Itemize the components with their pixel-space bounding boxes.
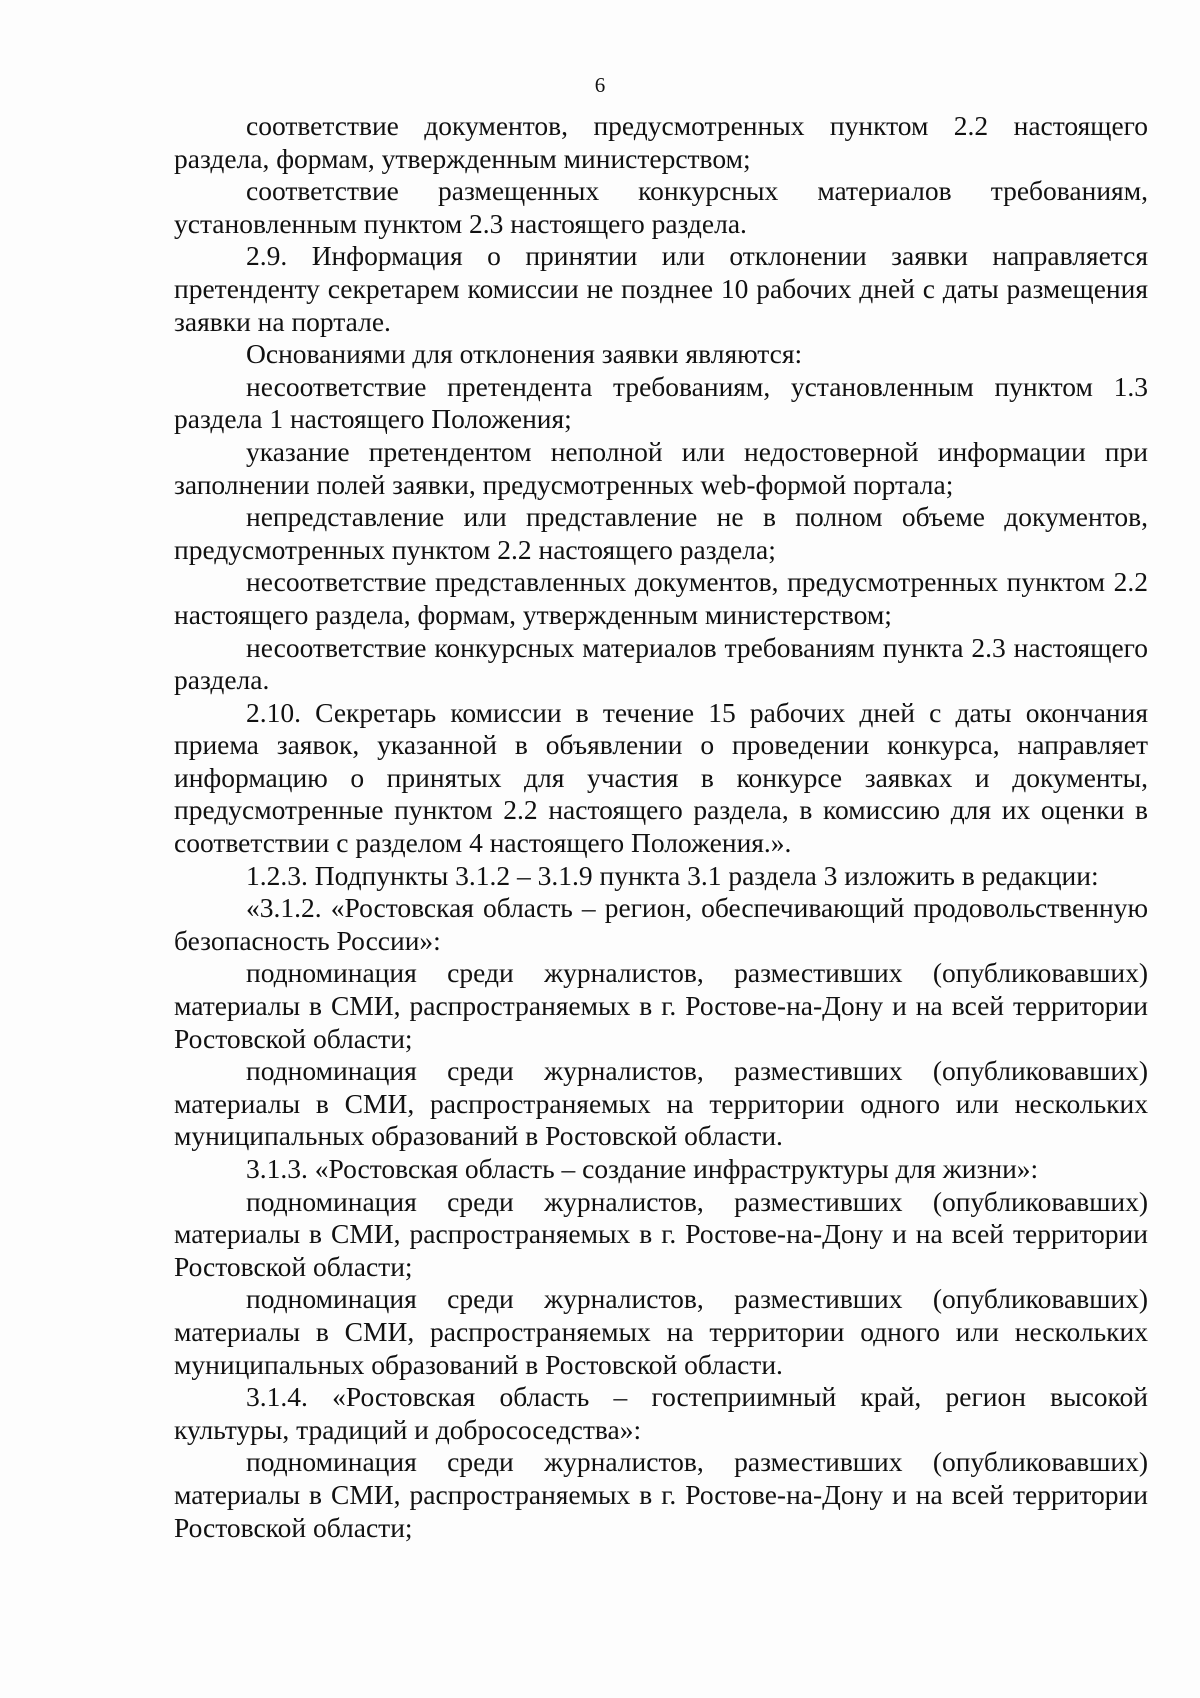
paragraph: подноминация среди журналистов, разместивших (опубликовавших) материалы в СМИ, распространяемых в г. Ростове-на-Дону и на всей территории Ростовской области;	[174, 1185, 1148, 1282]
paragraph: соответствие размещенных конкурсных материалов требованиям, установленным пунктом 2.3 настоящего раздела.	[174, 175, 1148, 239]
paragraph: 3.1.4. «Ростовская область – гостеприимный край, регион высокой культуры, традиций и добрососедства»:	[174, 1381, 1148, 1445]
paragraph: 3.1.3. «Ростовская область – создание инфраструктуры для жизни»:	[246, 1153, 1039, 1184]
paragraph: несоответствие представленных документов, предусмотренных пунктом 2.2 настоящего раздела, формам, утвержденным министерством;	[174, 566, 1148, 630]
paragraph: «3.1.2. «Ростовская область – регион, обеспечивающий продовольственную безопасность России»:	[174, 892, 1148, 956]
paragraph: подноминация среди журналистов, разместивших (опубликовавших) материалы в СМИ, распространяемых на территории одного или нескольких муниципальных образований в Ростовской области.	[174, 1055, 1148, 1152]
page-number: 6	[594, 73, 606, 97]
paragraph: указание претендентом неполной или недостоверной информации при заполнении полей заявки, предусмотренных web-формой портала;	[174, 435, 1148, 500]
paragraph: 2.10. Секретарь комиссии в течение 15 рабочих дней с даты окончания приема заявок, указанной в объявлении о проведении конкурса, направляет информацию о принятых для участия в конкурсе заявках и документы, предусмотренные пунктом 2.2 настоящего раздела, в комиссию для их оценки в соответствии с разделом 4 настоящего Положения.».	[174, 696, 1148, 859]
paragraph: непредставление или представление не в полном объеме документов, предусмотренных пунктом 2.2 настоящего раздела;	[174, 501, 1148, 565]
paragraph: соответствие документов, предусмотренных пунктом 2.2 настоящего раздела, формам, утвержденным министерством;	[174, 110, 1148, 174]
paragraph: Основаниями для отклонения заявки являются:	[246, 338, 803, 370]
paragraph: подноминация среди журналистов, разместивших (опубликовавших) материалы в СМИ, распространяемых на территории одного или нескольких муниципальных образований в Ростовской области.	[174, 1283, 1148, 1380]
paragraph: несоответствие претендента требованиям, установленным пунктом 1.3 раздела 1 настоящего Положения;	[174, 370, 1148, 435]
paragraph: подноминация среди журналистов, разместивших (опубликовавших) материалы в СМИ, распространяемых в г. Ростове-на-Дону и на всей территории Ростовской области;	[174, 1446, 1148, 1543]
paragraph: 1.2.3. Подпункты 3.1.2 – 3.1.9 пункта 3.1 раздела 3 изложить в редакции:	[246, 859, 1099, 891]
paragraph: подноминация среди журналистов, разместивших (опубликовавших) материалы в СМИ, распространяемых в г. Ростове-на-Дону и на всей территории Ростовской области;	[174, 957, 1148, 1054]
paragraph: несоответствие конкурсных материалов требованиям пункта 2.3 настоящего раздела.	[174, 631, 1148, 696]
document-body	[174, 110, 1148, 1544]
paragraph: 2.9. Информация о принятии или отклонении заявки направляется претенденту секретарем комиссии не позднее 10 рабочих дней с даты размещения заявки на портале.	[174, 240, 1148, 337]
